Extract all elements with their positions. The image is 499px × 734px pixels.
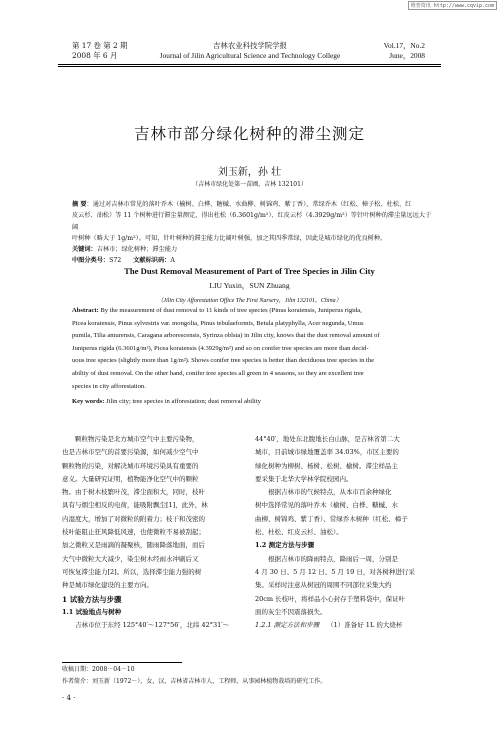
author-bio: 作者简介：刘玉新（1972－），女，汉，吉林省吉林市人，工程师，从事园林植物栽培的研究工作。 — [62, 678, 327, 685]
body-line: 颗粒物的污染，对解决城市环境污染具有重要的 — [62, 461, 199, 470]
body-line: 集。采样时注意从树冠的周围不同部位采集大约 — [255, 581, 392, 590]
body-line: 内湿度大，增加了对微粒的附着力；枝干和茂密的 — [62, 514, 205, 523]
body-line: 种是城市绿化建设的主要方向。 — [62, 581, 153, 590]
body-left-column — [62, 433, 242, 632]
keywords-cn-label: 关键词： — [72, 246, 97, 254]
abstract-cn-line: ：通过对吉林市常见的落叶乔木（榆树、白桦、糖槭、水曲柳、树锦鸡、紫丁香）、常绿乔木（红松、樟子松、杜松、红 — [86, 201, 412, 208]
abstract-en-line: pumila, Tilia amurensis, Caragana arborescensis, Syrinza oblsta) in Jilin city, knows that the dust removal amount of — [72, 332, 380, 340]
authors-cn: 刘玉新，孙 壮 — [217, 167, 282, 178]
abstract-en-line: By the measurement of dust removal to 11 kinds of tree species (Pinus koraiensis, Juniperus rigida, — [98, 307, 362, 314]
paper-title-cn: 吉林市部分绿化树种的滞尘测定 — [133, 125, 365, 143]
keywords-cn: 吉林市；绿化树种；滞尘能力 — [96, 246, 178, 254]
paper-title-en: The Dust Removal Measurement of Part of Tree Species in Jilin City — [124, 266, 375, 276]
body-right-column — [255, 433, 440, 632]
abstract-cn-line: 叶树种（略大于 1g/m²）。可知，针叶树种的滞尘能力比阔叶树强，加之其四季常绿，因此是城市绿化的优良树种。 — [72, 234, 387, 242]
header-date-en: June，2008 — [389, 51, 425, 60]
abstract-en-line: species in city afforestation. — [72, 382, 146, 390]
body-line: （1）准备好 1L 的大烧杯 — [327, 621, 403, 630]
affiliation-cn: （吉林市绿化处第一苗圃，吉林 132101） — [192, 181, 307, 188]
watermark: 维普资讯 http://www.cqvip.com — [408, 1, 497, 10]
body-line: 松、杜松、红皮云杉、油松）。 — [255, 528, 343, 537]
body-line: 意义。大量研究证明，植物能净化空气中的颗粒 — [62, 474, 199, 483]
abstract-cn-line: 皮云杉、油松）等 11 个树种进行滞尘量测定，得出杜松（6.3601g/m²）、红皮云杉（4.3929g/m²）等针叶树种的滞尘量远远大于阔 — [72, 212, 432, 231]
body-line: 枝叶能阻止狂风降低风速，也使微粒不易被刮起； — [62, 528, 205, 537]
abstract-en-line: uous tree species (slightly more than 1g/m²). Shows conifer tree species is better than deciduous tree species in the — [72, 357, 375, 365]
body-line: 曲柳、树锦鸡、紫丁香）、常绿乔木树种（红松、樟子 — [255, 514, 408, 523]
body-line: 大气中微粒大大减少，染尘树木经雨水冲刷后又 — [62, 554, 199, 563]
footnote-rule — [62, 662, 182, 663]
body-line: 44°40′，地处东北腹地长白山脉，是吉林省第二大 — [255, 435, 400, 443]
body-line: 绿化树种为柳树、杨树、松树、榆树。滞尘样品主 — [255, 461, 398, 470]
body-line: 根据吉林市的降雨特点，降雨后一周，分别是 — [268, 554, 398, 563]
keywords-en-label: Key words: — [72, 398, 105, 406]
header-rule-2 — [58, 66, 441, 67]
clc-value: S72 — [109, 257, 122, 265]
abstract-en-line: Juniperus rigida (6.3601g/m²), Picea koraiensis (4.3929g/m²) and so on conifer tree species are more than decid- — [72, 344, 369, 352]
body-line: 颗粒物污染是北方城市空气中主要污染物， — [75, 435, 199, 443]
affiliation-en: （Jilin City Afforestation Office The First Nursery，Jilin 132101，China） — [157, 298, 342, 304]
doc-code-label: 文献标识码： — [133, 257, 171, 265]
subsubsection-heading: 1.2.1 测定方法和步骤 — [255, 621, 320, 630]
subsection-heading: 1.2 测定方法与步骤 — [255, 541, 315, 550]
body-line: 20cm 长枝叶，将样品小心封存于塑料袋中，保证叶 — [255, 594, 406, 603]
body-line: 吉林市位于东经 125°40′～127°56′，北纬 42°31′～ — [75, 621, 230, 630]
abstract-en-line: ability of dust removal. On the other hand, conifer tree species all green in 4 seasons, so they are excellent tree — [72, 369, 364, 377]
header-date-cn: 2008 年 6 月 — [72, 51, 118, 60]
body-line: 物。由于树木枝繁叶茂，滞尘面积大，同时，枝叶 — [62, 488, 205, 497]
header-rule — [58, 64, 441, 65]
abstract-en-label: Abstract: — [72, 307, 99, 314]
abstract-en — [72, 305, 432, 409]
body-line: 面的灰尘不因震落损失。 — [255, 607, 327, 616]
page-number: · 4 · — [62, 694, 76, 702]
section-heading: 1 试验方法与步骤 — [62, 594, 122, 604]
received-date: 收稿日期：2008－04－10 — [62, 666, 135, 673]
body-line: 城市，目前城市绿地覆盖率 34.03%，市区主要的 — [255, 448, 399, 457]
subsection-heading: 1.1 试验地点与树种 — [62, 607, 122, 616]
body-line: 也是吉林市空气的首要污染源，如何减少空气中 — [62, 448, 199, 457]
body-line: 树中选择常见的落叶乔木（榆树、白桦、糖槭、水 — [255, 501, 398, 510]
body-line: 具有与烟尘相反的电荷，能吸附飘尘[1]，此外，林 — [62, 501, 208, 510]
authors-en: LIU Yuxin，SUN Zhuang — [209, 281, 290, 290]
body-line: 加之微粒又是雨滴的凝聚核，随雨降落地面，而后 — [62, 541, 205, 550]
header-journal-en: Journal of Jilin Agricultural Science and Technology College — [159, 51, 341, 60]
abstract-cn — [72, 199, 432, 267]
keywords-en: Jilin city; tree species in afforestation; dust removal ability — [104, 398, 261, 406]
abstract-en-line: Picea koraiensis, Pinus sylvestris var. mongolia, Pinus tebulaeformis, Betula platyphylla, Acer negunda, Umus — [72, 319, 364, 327]
body-line: 可恢复滞尘能力[2]。所以，选择滞尘能力强的树 — [62, 567, 202, 576]
body-line: 要采集于北华大学林学院校园内。 — [255, 474, 353, 483]
header-journal-cn: 吉林农业科技学院学报 — [213, 41, 287, 50]
body-line: 根据吉林市的气候特点，从本市百余种绿化 — [268, 488, 392, 497]
doc-code-value: A — [170, 257, 175, 265]
abstract-cn-label: 摘 要 — [72, 201, 87, 208]
clc-label: 中图分类号： — [72, 257, 110, 265]
body-line: 4 月 30 日、5 月 12 日、5 月 19 日，对各树种进行采 — [255, 567, 415, 576]
header-volume-cn: 第 17 卷 第 2 期 — [72, 41, 128, 50]
header-volume-en: Vol.17，No.2 — [383, 41, 425, 50]
